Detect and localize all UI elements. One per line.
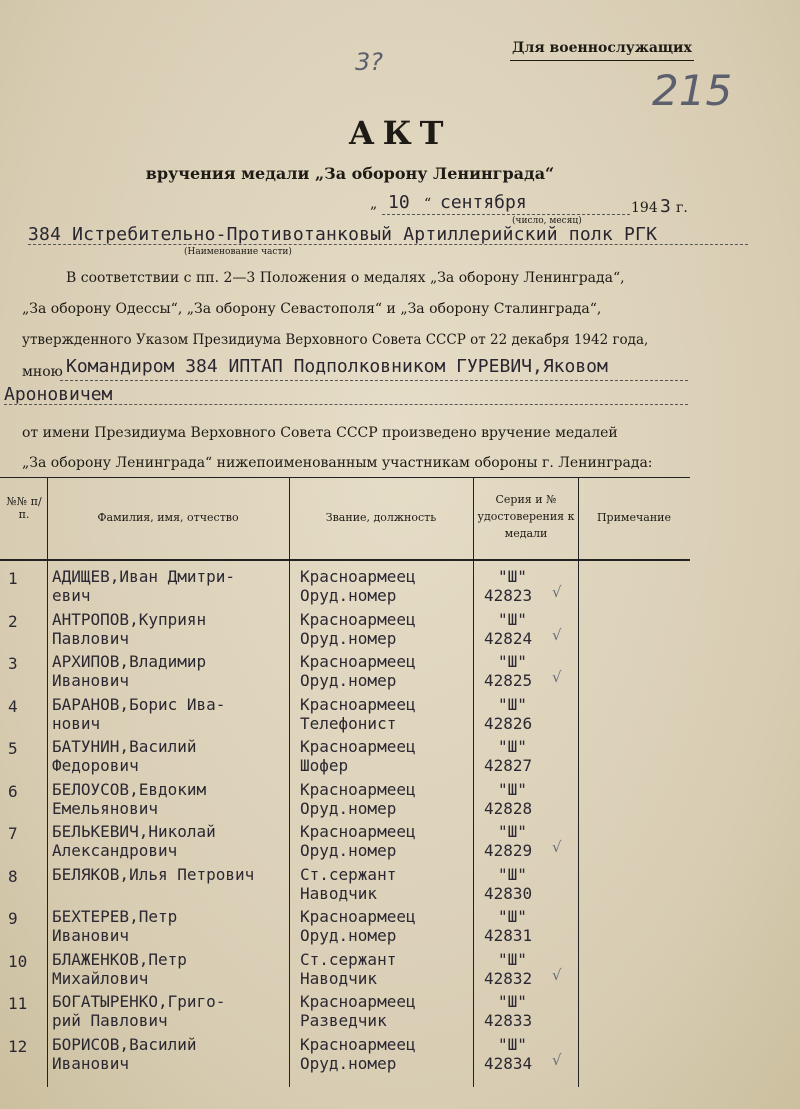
header-rank: Звание, должность (325, 511, 437, 524)
stamp-underline (510, 60, 694, 61)
row-number: 8 (8, 866, 18, 886)
body-line-2: „За оборону Одессы“, „За оборону Севастополя“ и „За оборону Сталинграда“, (22, 301, 602, 317)
verification-check: √ (552, 668, 562, 686)
recipient-rank: Красноармеец (300, 779, 416, 799)
recipient-name-cont: Иванович (52, 1053, 130, 1073)
certificate-number: 42826 (484, 713, 533, 733)
certificate-series: "Ш" (498, 1034, 527, 1054)
certificate-series: "Ш" (498, 864, 527, 884)
certificate-series: "Ш" (498, 822, 527, 841)
recipient-name: БЕЛОУСОВ,Евдоким (52, 779, 207, 799)
table-header-border (0, 559, 690, 561)
verification-check: √ (552, 838, 562, 856)
date-caption: (число, месяц) (512, 216, 582, 226)
recipient-position: Шофер (300, 756, 349, 775)
recipient-position: Оруд.номер (300, 1053, 397, 1073)
row-number: 5 (8, 739, 18, 758)
recipient-position: Наводчик (300, 883, 378, 903)
recipient-name: АНТРОПОВ,Куприян (52, 609, 207, 629)
date-year-digit: 3 (660, 196, 671, 217)
awarding-officer: Командиром 384 ИПТАП Подполковником ГУРЕВИЧ,Яковом (66, 356, 608, 377)
recipient-name: БЛАЖЕНКОВ,Петр (52, 949, 187, 969)
col-divider-1 (47, 477, 48, 1087)
recipient-rank: Красноармеец (300, 1034, 416, 1054)
row-number: 6 (8, 781, 18, 801)
recipient-name-cont: Федорович (52, 756, 139, 775)
certificate-series: "Ш" (498, 609, 527, 629)
certificate-series: "Ш" (498, 907, 527, 926)
table-top-border (0, 477, 690, 478)
awarding-officer-cont: Ароновичем (4, 384, 113, 405)
row-number: 7 (8, 824, 18, 843)
recipient-position: Оруд.номер (300, 628, 397, 648)
pencil-note: 3? (355, 48, 384, 76)
certificate-series: "Ш" (498, 949, 527, 969)
recipient-position: Оруд.номер (300, 586, 397, 605)
certificate-series: "Ш" (498, 992, 527, 1011)
recipient-rank: Ст.сержант (300, 864, 397, 884)
certificate-number: 42833 (484, 1011, 533, 1030)
col-divider-4 (578, 477, 579, 1087)
recipient-rank: Красноармеец (300, 737, 416, 756)
recipient-name-cont: Павлович (52, 628, 130, 648)
recipient-rank: Красноармеец (300, 567, 416, 586)
row-number: 2 (8, 611, 18, 631)
certificate-number: 42828 (484, 798, 533, 818)
recipient-name: АДИЩЕВ,Иван Дмитри- (52, 567, 236, 586)
verification-check: √ (552, 965, 562, 984)
recipient-name: БЕЛЬКЕВИЧ,Николай (52, 822, 216, 841)
certificate-series: "Ш" (498, 652, 527, 671)
body-line-3: утвержденного Указом Президиума Верховного Совета СССР от 22 декабря 1942 года, (22, 332, 649, 348)
date-close-quote: “ (424, 196, 432, 212)
recipient-rank: Ст.сержант (300, 949, 397, 969)
recipient-position: Оруд.номер (300, 671, 397, 690)
header-name: Фамилия, имя, отчество (97, 511, 239, 524)
body-line-6: от имени Президиума Верховного Совета СССР произведено вручение медалей (22, 425, 618, 441)
row-number: 11 (8, 994, 28, 1013)
recipient-name-cont: Александрович (52, 841, 178, 860)
page-number-note: 215 (652, 66, 733, 115)
certificate-number: 42827 (484, 756, 533, 775)
certificate-number: 42823 (484, 586, 533, 605)
recipient-name: БОРИСОВ,Василий (52, 1034, 197, 1054)
certificate-series: "Ш" (498, 779, 527, 799)
document-title: АКТ (348, 114, 452, 152)
recipient-position: Разведчик (300, 1011, 387, 1030)
recipient-name-cont: Иванович (52, 926, 130, 945)
body-line-4-prefix: мною (22, 364, 63, 380)
date-underline (382, 214, 630, 215)
recipient-name-cont: Иванович (52, 671, 130, 690)
recipient-rank: Красноармеец (300, 694, 416, 714)
certificate-number: 42825 (484, 671, 533, 690)
verification-check: √ (552, 1050, 562, 1069)
recipient-position: Телефонист (300, 713, 397, 733)
col-divider-2 (289, 477, 290, 1087)
recipient-position: Наводчик (300, 968, 378, 988)
date-month: сентября (440, 192, 527, 213)
row-number: 3 (8, 654, 18, 673)
row-number: 10 (8, 951, 28, 971)
certificate-series: "Ш" (498, 694, 527, 714)
row-number: 4 (8, 696, 18, 716)
certificate-series: "Ш" (498, 567, 527, 586)
recipient-name-cont: нович (52, 713, 101, 733)
certificate-number: 42831 (484, 926, 533, 945)
verification-check: √ (552, 583, 562, 601)
certificate-number: 42830 (484, 883, 533, 903)
certificate-number: 42824 (484, 628, 533, 648)
recipient-rank: Красноармеец (300, 992, 416, 1011)
recipient-position: Оруд.номер (300, 798, 397, 818)
certificate-number: 42832 (484, 968, 533, 988)
date-year-prefix: 194 (631, 200, 658, 216)
recipient-rank: Красноармеец (300, 609, 416, 629)
row-number: 12 (8, 1036, 28, 1056)
recipient-name: АРХИПОВ,Владимир (52, 652, 207, 671)
recipient-name-cont: Михайлович (52, 968, 149, 988)
recipient-name: БЕХТЕРЕВ,Петр (52, 907, 178, 926)
body-line-1: В соответствии с пп. 2—3 Положения о медалях „За оборону Ленинграда“, (66, 270, 625, 286)
recipient-name: БАТУНИН,Василий (52, 737, 197, 756)
recipient-name: БЕЛЯКОВ,Илья Петрович (52, 864, 255, 884)
recipient-position: Оруд.номер (300, 841, 397, 860)
header-note: Примечание (596, 511, 672, 524)
recipient-name-cont: евич (52, 586, 91, 605)
recipient-name: БОГАТЫРЕНКО,Григо- (52, 992, 226, 1011)
header-num: №№ п/п. (6, 495, 42, 521)
recipient-name-cont: рий Павлович (52, 1011, 168, 1030)
document-subtitle: вручения медали „За оборону Ленинграда“ (145, 164, 555, 183)
recipient-rank: Красноармеец (300, 652, 416, 671)
unit-name: 384 Истребительно-Противотанковый Артиллерийский полк РГК (28, 224, 658, 245)
unit-underline (28, 244, 748, 245)
date-open-quote: „ (370, 196, 378, 212)
recipient-rank: Красноармеец (300, 822, 416, 841)
officer-underline-2 (4, 404, 688, 405)
header-serial: Серия и № удостоверения к медали (477, 493, 575, 540)
verification-check: √ (552, 625, 562, 644)
col-divider-3 (473, 477, 474, 1087)
date-day: 10 (388, 192, 410, 213)
certificate-number: 42829 (484, 841, 533, 860)
row-number: 9 (8, 909, 18, 928)
recipient-name-cont: Емельянович (52, 798, 158, 818)
officer-underline (60, 380, 688, 381)
body-line-7: „За оборону Ленинграда“ нижепоименованным участникам обороны г. Ленинграда: (22, 455, 653, 471)
certificate-number: 42834 (484, 1053, 533, 1073)
unit-caption: (Наименование части) (184, 247, 292, 257)
recipient-rank: Красноармеец (300, 907, 416, 926)
recipient-name: БАРАНОВ,Борис Ива- (52, 694, 226, 714)
classification-stamp: Для военнослужащих (512, 40, 692, 56)
row-number: 1 (8, 569, 18, 588)
date-year-suffix: г. (676, 200, 688, 216)
recipient-position: Оруд.номер (300, 926, 397, 945)
certificate-series: "Ш" (498, 737, 527, 756)
